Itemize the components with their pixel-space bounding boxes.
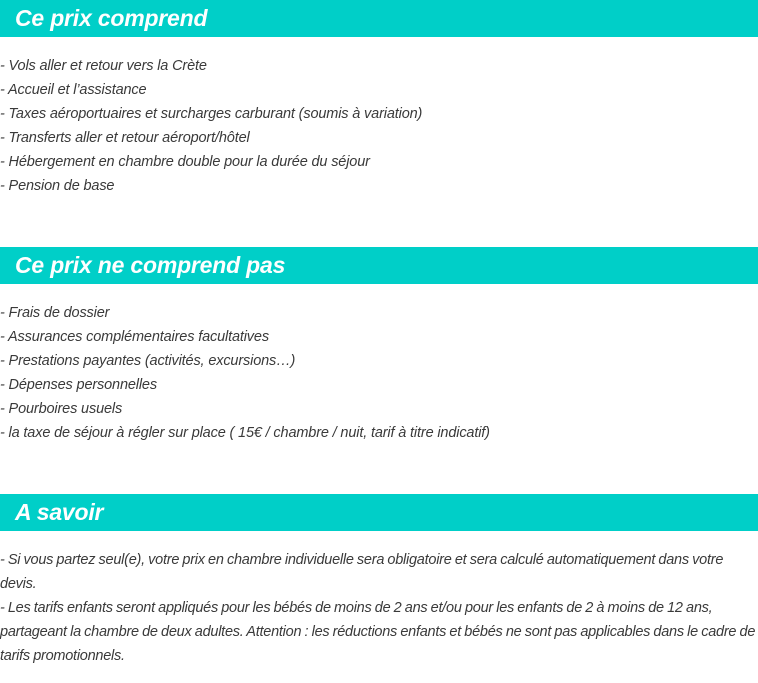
list-item: - Transferts aller et retour aéroport/hôtel: [0, 130, 250, 146]
list-item: - la taxe de séjour à régler sur place ( 15€ / chambre / nuit, tarif à titre indicatif): [0, 425, 490, 441]
list-item: - Pension de base: [0, 178, 115, 194]
info-paragraph-single-room: - Si vous partez seul(e), votre prix en chambre individuelle sera obligatoire et sera calculé automatiquement dans votre devis.: [0, 552, 724, 592]
section-header-price-includes: [0, 0, 758, 37]
list-item: - Dépenses personnelles: [0, 377, 157, 393]
info-paragraph-child-rates: - Les tarifs enfants seront appliqués pour les bébés de moins de 2 ans et/ou pour les enfants de 2 à moins de 12 ans, partageant la chambre de deux adultes. Attention : les réductions enfants et bébés ne sont pas applicables dans le cadre de tarifs promotionnels.: [0, 600, 756, 664]
included-list: [0, 37, 758, 198]
excluded-list: [0, 284, 758, 445]
list-item: - Vols aller et retour vers la Crète: [0, 58, 207, 74]
list-item: - Taxes aéroportuaires et surcharges carburant (soumis à variation): [0, 106, 423, 122]
list-item: - Accueil et l’assistance: [0, 82, 147, 98]
section-title: A savoir: [15, 499, 104, 525]
section-good-to-know: [0, 494, 758, 668]
info-paragraphs: [0, 531, 758, 668]
section-price-excludes: [0, 247, 758, 445]
list-item: - Assurances complémentaires facultatives: [0, 329, 269, 345]
list-item: - Pourboires usuels: [0, 401, 123, 417]
section-header-good-to-know: [0, 494, 758, 531]
section-price-includes: [0, 0, 758, 198]
list-item: - Prestations payantes (activités, excursions…): [0, 353, 296, 369]
list-item: - Hébergement en chambre double pour la durée du séjour: [0, 154, 370, 170]
section-header-price-excludes: [0, 247, 758, 284]
section-title: Ce prix ne comprend pas: [15, 252, 286, 278]
section-title: Ce prix comprend: [15, 5, 208, 31]
list-item: - Frais de dossier: [0, 305, 110, 321]
